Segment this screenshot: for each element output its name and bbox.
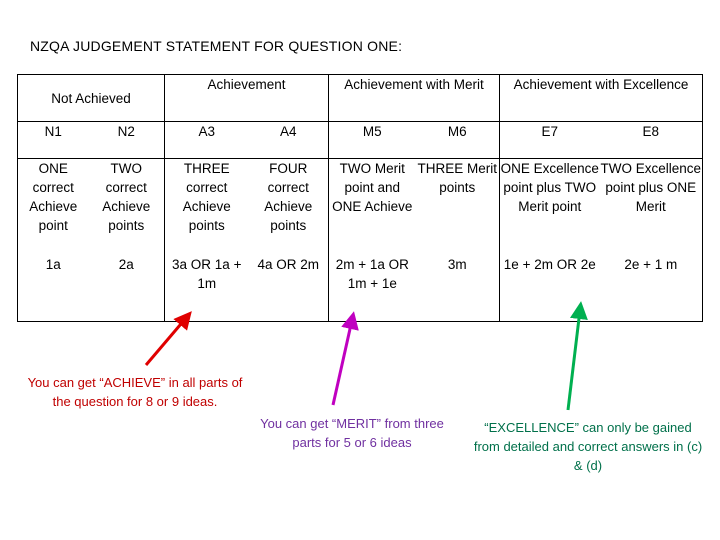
code-cell: N2 [89, 122, 165, 159]
merit-note: You can get “MERIT” from three parts for 5 or 6 ideas [260, 416, 444, 450]
combination-cell: 1a [18, 255, 89, 322]
combination-cell: 4a OR 2m [249, 255, 329, 322]
excellence-arrow [568, 310, 580, 410]
description-cell: ONE Excellence point plus TWO Merit point [500, 161, 599, 214]
band-achievement: Achievement [165, 75, 329, 122]
combination-cell: 3a OR 1a + 1m [165, 255, 249, 322]
description-cell: ONE correct Achieve point [18, 159, 89, 256]
description-cell: TWO Excellence point plus ONE Merit [600, 159, 703, 256]
combination-cell: 2m + 1a OR 1m + 1e [329, 255, 416, 322]
code-cell: E7 [500, 122, 600, 159]
description-cell: THREE correct Achieve points [182, 161, 231, 233]
combination-cell: 3m [416, 255, 500, 322]
achieve-note: You can get “ACHIEVE” in all parts of the question for 8 or 9 ideas. [27, 375, 243, 409]
description-cell: THREE Merit points [416, 159, 500, 256]
code-cell: N1 [18, 122, 89, 159]
description-cell: TWO correct Achieve points [89, 159, 165, 256]
description-cell: FOUR correct Achieve points [249, 159, 329, 256]
code-cell: A4 [249, 122, 329, 159]
combination-cell: 1e + 2m OR 2e [500, 255, 600, 322]
band-merit: Achievement with Merit [329, 75, 500, 122]
achieve-arrow [146, 318, 186, 365]
code-cell: M6 [416, 122, 500, 159]
code-cell: M5 [329, 122, 416, 159]
page-title: NZQA JUDGEMENT STATEMENT FOR QUESTION ONE: [30, 38, 403, 54]
description-cell: TWO Merit point and ONE Achieve [332, 161, 413, 214]
code-cell: E8 [600, 122, 703, 159]
code-cell: A3 [165, 122, 249, 159]
merit-arrow [333, 320, 352, 405]
combination-cell: 2e + 1 m [600, 255, 703, 322]
combination-cell: 2a [89, 255, 165, 322]
band-not-achieved: Not Achieved [18, 75, 165, 122]
excellence-note: “EXCELLENCE” can only be gained from detailed and correct answers in (c) & (d) [473, 420, 703, 473]
band-excellence: Achievement with Excellence [500, 75, 703, 122]
